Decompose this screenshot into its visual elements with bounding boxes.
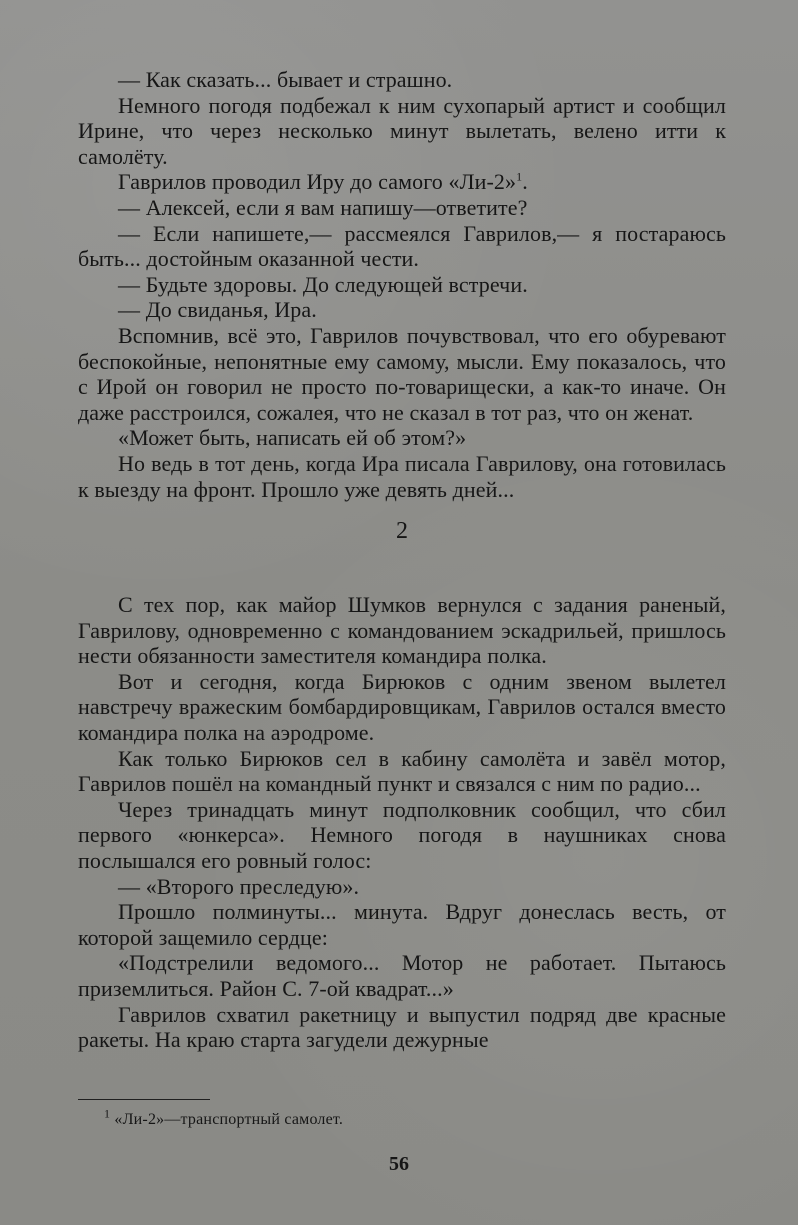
page-number: 56 xyxy=(389,1153,409,1175)
footnote-divider xyxy=(78,1099,210,1100)
paragraph-with-footnote-ref: Гаврилов проводил Иру до самого «Ли-2»$^1$. xyxy=(118,169,528,195)
paragraph: Через тринадцать минут подполковник сообщил, что сбил первого «юнкерса». Немного погодя в наушниках снова послышался его ровный голос: xyxy=(78,796,726,874)
paragraph: Как только Бирюков сел в кабину самолёта и завёл мотор, Гаврилов пошёл на командный пункт и связался с ним по радио... xyxy=(78,745,726,797)
paragraph: «Может быть, написать ей об этом?» xyxy=(118,425,467,451)
paragraph-text: Гаврилов проводил Иру до самого «Ли-2» xyxy=(118,169,517,195)
paragraph: — Если напишете,— рассмеялся Гаврилов,— я постараюсь быть... достойным оказанной чести. xyxy=(78,220,726,272)
footnote-text: «Ли-2»—транспортный самолет. xyxy=(114,1111,344,1128)
paragraph: Но ведь в тот день, когда Ира писала Гаврилову, она готовилась к выезду на фронт. Прошло уже девять дней... xyxy=(78,450,726,502)
paragraph: «Подстрелили ведомого... Мотор не работает. Пытаюсь приземлиться. Район С. 7-ой квадрат...» xyxy=(78,950,726,1001)
paragraph: С тех пор, как майор Шумков вернулся с задания раненый, Гаврилову, одновременно с командованием эскадрильей, пришлось нести обязанности заместителя командира полка. xyxy=(78,592,726,669)
paragraph: — Как сказать... бывает и страшно. xyxy=(118,67,453,92)
main-text xyxy=(78,67,726,1053)
paragraph: — До свиданья, Ира. xyxy=(118,297,317,323)
paragraph: Немного погодя подбежал к ним сухопарый артист и сообщил Ирине, что через несколько минут вылетать, велено итти к самолёту. xyxy=(78,92,726,169)
paragraph: — Алексей, если я вам напишу—ответите? xyxy=(118,194,528,220)
footnote xyxy=(104,1106,344,1130)
footnote-marker: 1 xyxy=(104,1106,111,1121)
footnote-reference: 1 xyxy=(516,170,523,185)
paragraph: — «Второго преследую». xyxy=(118,873,360,899)
paragraph: Гаврилов схватил ракетницу и выпустил подряд две красные ракеты. На краю старта загудели дежурные xyxy=(78,1001,726,1053)
paragraph: Прошло полминуты... минута. Вдруг донеслась весть, от которой защемило сердце: xyxy=(78,899,726,950)
section-number: 2 xyxy=(396,518,408,545)
paragraph: Вспомнив, всё это, Гаврилов почувствовал, что его обуревают беспокойные, непонятные ему самому, мысли. Ему показалось, что с Ирой он говорил не просто по-товарищески, а как-то иначе. Он даже расстроился, сожалея, что не сказал в тот раз, что он женат. xyxy=(78,322,726,425)
paragraph: Вот и сегодня, когда Бирюков с одним звеном вылетел навстречу вражеским бомбардировщикам, Гаврилов остался вместо командира полка на аэродроме. xyxy=(78,668,726,746)
paragraph: — Будьте здоровы. До следующей встречи. xyxy=(118,271,528,297)
